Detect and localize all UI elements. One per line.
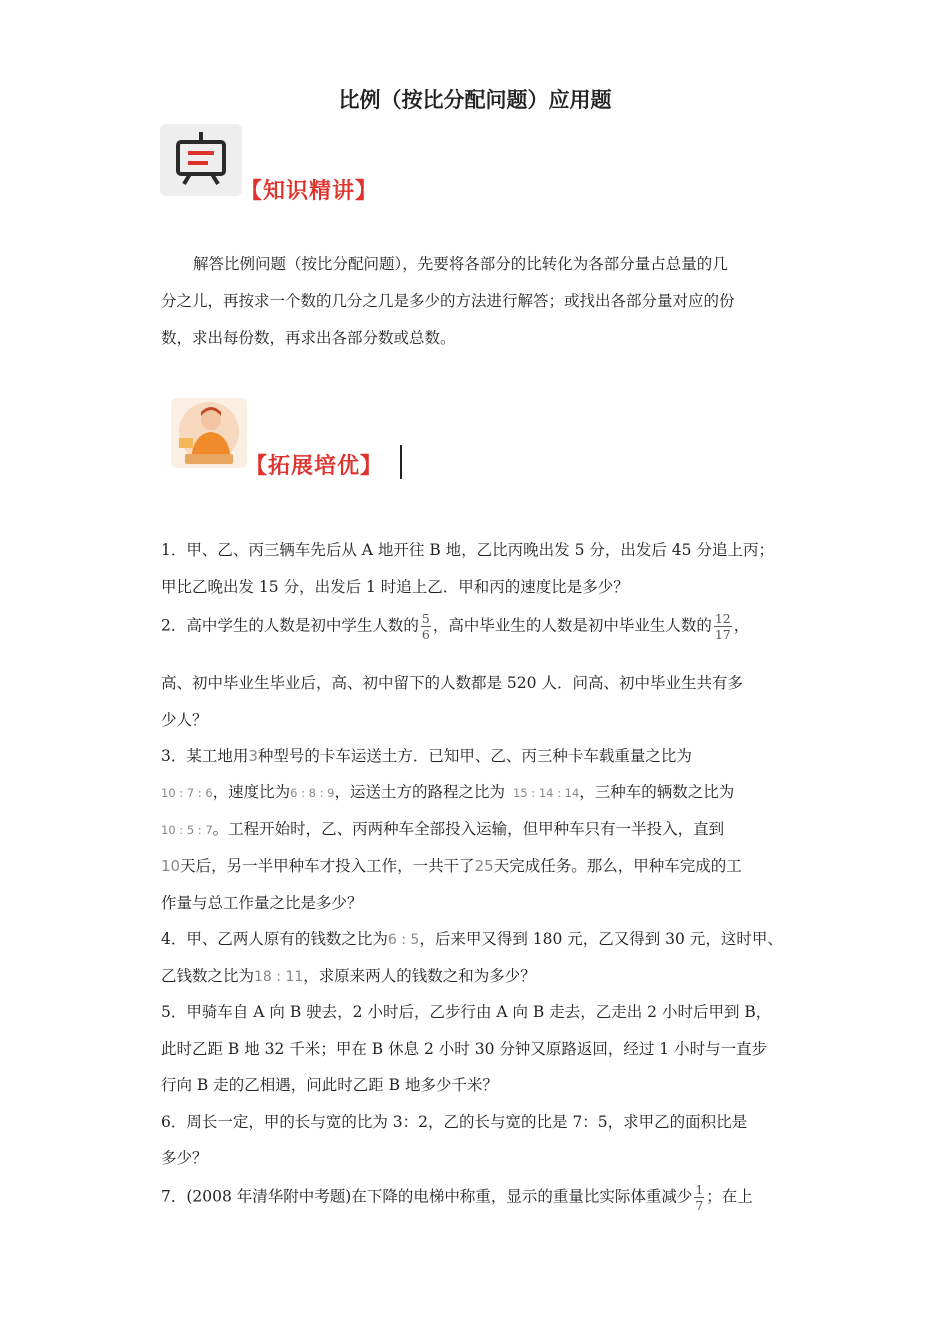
fraction-denominator: 6: [421, 627, 430, 642]
section-badge-extension: 【拓展培优】: [245, 454, 384, 479]
problem-2-text-a: 2．高中学生的人数是初中学生人数的: [161, 616, 419, 635]
problem-2-line-2: 高、初中毕业生毕业后，高、初中留下的人数都是 520 人．问高、初中毕业生共有多: [161, 674, 743, 692]
intro-line-1: 解答比例问题（按比分配问题），先要将各部分的比转化为各部分量占总量的几: [193, 255, 728, 273]
ratio-speed: 6 : 8 : 9: [290, 786, 335, 800]
problem-5-line-2: 此时乙距 B 地 32 千米；甲在 B 休息 2 小时 30 分钟又原路返回，经过 1 小时与一直步: [161, 1040, 768, 1058]
section-badge-knowledge: 【知识精讲】: [240, 179, 379, 204]
problem-4-line-1: [161, 927, 783, 949]
ratio-load: 10 : 7 : 6: [161, 786, 213, 800]
presentation-board-icon: [160, 124, 242, 196]
problem-3-text-h: 天完成任务。那么，甲种车完成的工: [493, 857, 742, 875]
fraction-1-7: [694, 1182, 704, 1213]
problem-6-line-2: 多少？: [161, 1149, 208, 1167]
fraction-numerator: 5: [421, 611, 430, 626]
problem-1-line-2: 甲比乙晚出发 15 分，出发后 1 时追上乙．甲和丙的速度比是多少？: [161, 578, 629, 596]
fraction-denominator: 17: [714, 627, 731, 642]
problem-2-line-1: [161, 611, 749, 642]
problem-2-text-c: ，: [733, 616, 750, 635]
fraction-5-6: [421, 611, 431, 642]
fraction-denominator: 7: [695, 1198, 704, 1213]
problem-3-text-g: 天后，另一半甲种车才投入工作，一共干了: [180, 857, 475, 875]
ratio-distance: 15 : 14 : 14: [513, 786, 580, 800]
teacher-avatar-icon: [171, 398, 247, 468]
problem-3-text-b: 种型号的卡车运送土方．已知甲、乙、丙三种卡车载重量之比为: [257, 747, 692, 765]
problem-4-line-2: [161, 964, 536, 986]
intro-line-2: 分之儿，再按求一个数的几分之几是多少的方法进行解答；或找出各部分量对应的份: [161, 292, 735, 310]
problem-7-line-1: [161, 1182, 753, 1213]
problem-4-text-a: 4．甲、乙两人原有的钱数之比为: [161, 930, 388, 948]
problem-7-text-b: ；在上: [706, 1187, 753, 1206]
number-25: 25: [474, 857, 494, 875]
problem-5-line-3: 行向 B 走的乙相遇，问此时乙距 B 地多少千米？: [161, 1076, 498, 1094]
number-3: 3: [248, 747, 258, 765]
fraction-12-17: [714, 611, 732, 642]
problem-3-text-e: ，三种车的辆数之比为: [579, 783, 735, 801]
problem-3-text-a: 3．某工地用: [161, 747, 249, 765]
page-title: 比例（按比分配问题）应用题: [338, 88, 612, 112]
fraction-numerator: 1: [695, 1182, 704, 1197]
problem-5-line-1: 5．甲骑车自 A 向 B 驶去，2 小时后，乙步行由 A 向 B 走去，乙走出 2 小时后甲到 B，: [161, 1003, 772, 1021]
problem-3-line-5: 作量与总工作量之比是多少？: [161, 894, 363, 912]
problem-3-text-f: 。工程开始时，乙、丙两种车全部投入运输，但甲种车只有一半投入，直到: [212, 820, 725, 838]
problem-3-text-d: ，运送土方的路程之比为: [334, 783, 505, 801]
problem-4-text-b: ，后来甲又得到 180 元，乙又得到 30 元，这时甲、: [419, 930, 783, 948]
ratio-6-5: 6 : 5: [387, 932, 420, 948]
problem-3-line-3: [161, 817, 724, 839]
problem-4-text-d: ，求原来两人的钱数之和为多少？: [303, 967, 536, 985]
problem-3-text-c: ，速度比为: [212, 783, 291, 801]
problem-3-line-1: [161, 744, 692, 766]
number-10: 10: [161, 857, 181, 875]
problem-1-line-1: 1．甲、乙、丙三辆车先后从 A 地开往 B 地，乙比丙晚出发 5 分，出发后 45 分追上丙；: [161, 541, 774, 559]
problem-2-line-3: 少人？: [161, 711, 208, 729]
ratio-count: 10 : 5 : 7: [161, 823, 213, 837]
problem-3-line-2: [161, 780, 734, 802]
problem-3-line-4: [161, 854, 742, 876]
problem-6-line-1: 6．周长一定，甲的长与宽的比为 3：2，乙的长与宽的比是 7：5，求甲乙的面积比是: [161, 1113, 748, 1131]
ratio-18-11: 18 : 11: [254, 969, 304, 985]
problem-2-text-b: ，高中毕业生的人数是初中毕业生人数的: [432, 616, 712, 635]
text-cursor: [400, 445, 402, 479]
intro-line-3: 数，求出每份数，再求出各部分数或总数。: [161, 329, 456, 347]
problem-7-text-a: 7．(2008 年清华附中考题)在下降的电梯中称重，显示的重量比实际体重减少: [161, 1187, 693, 1206]
problem-4-text-c: 乙钱数之比为: [161, 967, 255, 985]
fraction-numerator: 12: [714, 611, 731, 626]
